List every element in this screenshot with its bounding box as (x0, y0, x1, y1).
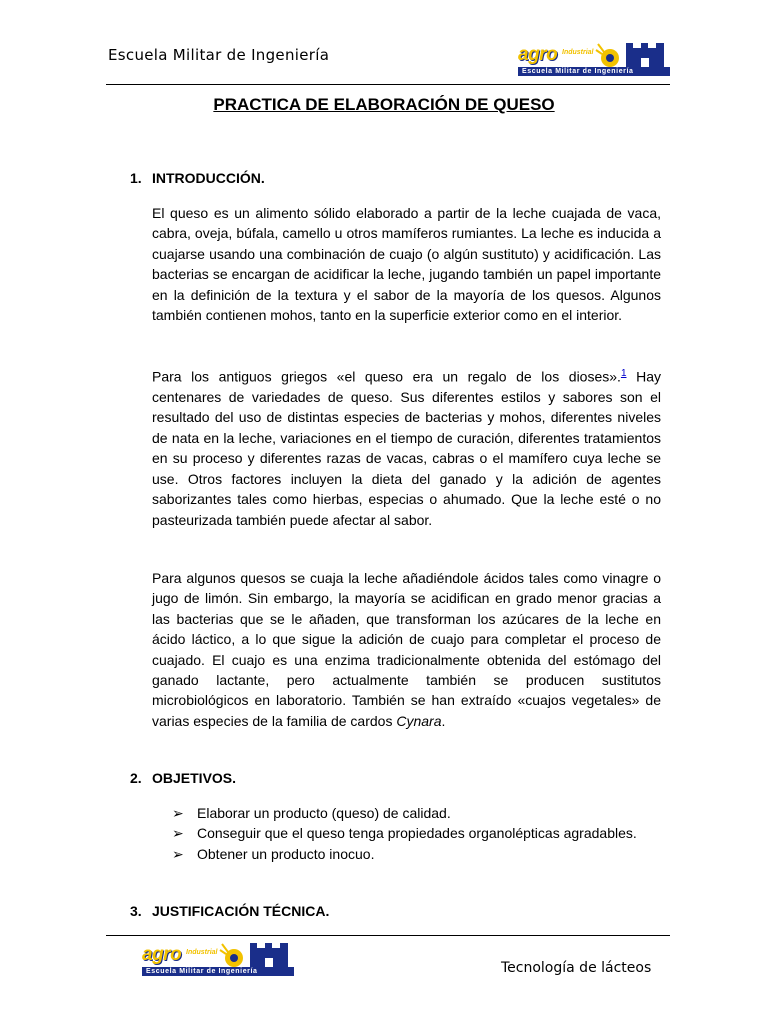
section-title: JUSTIFICACIÓN TÉCNICA. (152, 903, 330, 919)
section-heading-justificacion (130, 903, 329, 919)
agroindustrial-logo (518, 40, 670, 80)
section-heading-objetivos (130, 770, 236, 786)
section-number: 2. (130, 770, 142, 786)
arrowhead-bullet-icon: ➢ (172, 805, 184, 821)
arrowhead-bullet-icon: ➢ (172, 845, 184, 862)
section-number: 1. (130, 170, 142, 186)
section-heading-introduccion (130, 170, 265, 186)
logo-word: agro (142, 944, 182, 965)
genus-name: Cynara (396, 712, 442, 729)
list-item-text: Elaborar un producto (queso) de calidad. (197, 805, 451, 821)
footnote-link[interactable]: 1 (620, 368, 627, 379)
document-title: PRACTICA DE ELABORACIÓN DE QUESO (213, 95, 555, 114)
section-number: 3. (130, 903, 142, 919)
page-header (106, 38, 670, 85)
header-school-name: Escuela Militar de Ingeniería (108, 46, 330, 64)
logo-bar-text: Escuela Militar de Ingeniería (522, 68, 634, 75)
logo-small-word: Industrial (186, 949, 218, 956)
list-item (152, 844, 661, 864)
list-item-text: Obtener un producto inocuo. (197, 845, 375, 862)
paragraph-text: Para algunos quesos se cuaja la leche añadiéndole ácidos tales como vinagre o jugo de limón. Sin embargo, la mayoría se acidifican en grado menor gracias a las bacterias que se le añaden, que transforman los azúcares de la leche en ácido láctico, a lo que sigue la adición de cuajo para completar el proceso de cuajado. El cuajo es una enzima tradicionalmente obtenida del estómago del ganado lactante, pero actualmente también se producen sustitutos microbiológicos en laboratorio. También se han extraído «cuajos vegetales» de varias especies de la familia de cardos (152, 570, 661, 729)
objectives-list (152, 803, 661, 864)
logo-word: agro (518, 44, 558, 65)
logo-small-word: Industrial (562, 49, 594, 56)
list-item-text: Conseguir que el queso tenga propiedades organolépticas agradables. (197, 825, 637, 842)
section-title: OBJETIVOS. (152, 770, 237, 786)
logo-bar-text: Escuela Militar de Ingeniería (146, 968, 258, 975)
paragraph-text: Para los antiguos griegos «el queso era un regalo de los dioses». (152, 368, 621, 385)
footer-course-name: Tecnología de lácteos (501, 960, 652, 976)
intro-paragraph-3 (152, 568, 661, 731)
list-item (152, 823, 661, 843)
arrowhead-bullet-icon: ➢ (172, 825, 184, 842)
paragraph-text: Hay centenares de variedades de queso. Sus diferentes estilos y sabores son el resultado del uso de distintas especies de bacterias y mohos, diferentes niveles de nata en la leche, variaciones en el tiempo de curación, diferentes tratamientos en su proceso y diferentes razas de vacas, cabras o el mamífero cuya leche se use. Otros factores incluyen la dieta del ganado y la adición de agentes saborizantes tales como hierbas, especias o ahumado. Que la leche esté o no pasteurizada también puede afectar al sabor. (152, 368, 661, 528)
intro-paragraph-1: El queso es un alimento sólido elaborado a partir de la leche cuajada de vaca, cabra, oveja, búfala, camello u otros mamíferos rumiantes. La leche es inducida a cuajarse usando una combinación de cuajo (o algún sustituto) y acidificación. Las bacterias se encargan de acidificar la leche, jugando también un papel importante en la definición de la textura y el sabor de la mayoría de los quesos. Algunos también contienen mohos, tanto en la superficie exterior como en el interior. (152, 205, 661, 324)
agroindustrial-logo-footer (142, 940, 294, 980)
intro-paragraph-2 (152, 364, 661, 530)
paragraph-end: . (441, 712, 446, 729)
section-title: INTRODUCCIÓN. (152, 170, 265, 186)
list-item (152, 803, 661, 823)
